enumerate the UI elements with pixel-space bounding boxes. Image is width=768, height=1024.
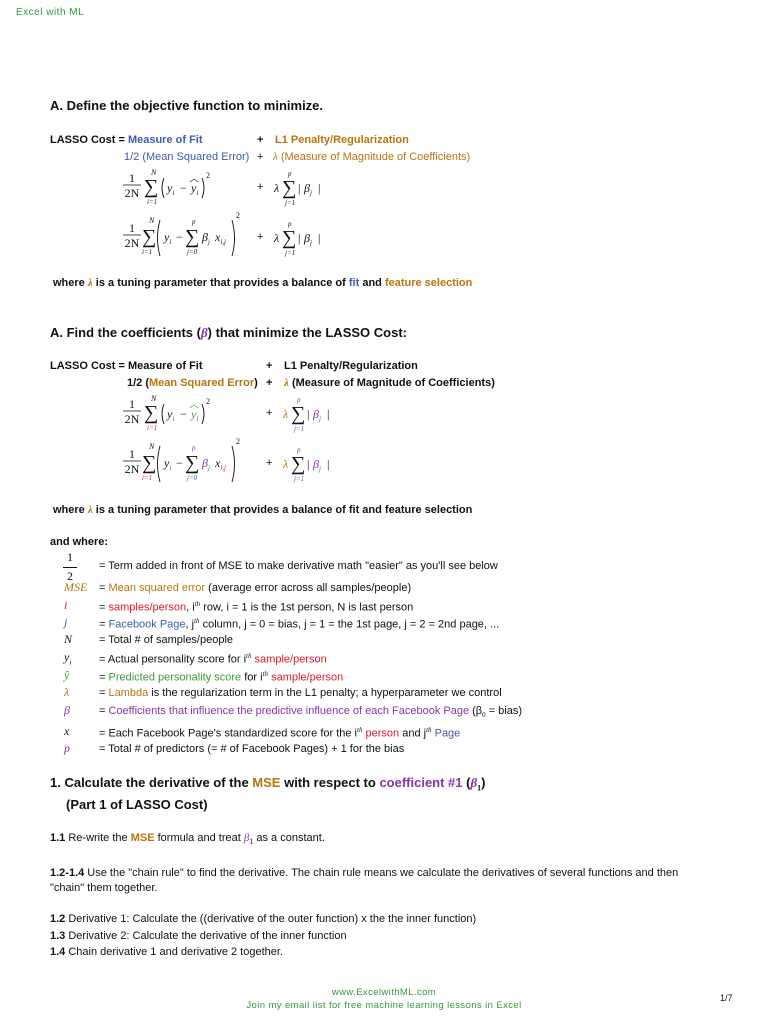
glossary-symbol: λ: [64, 685, 70, 699]
square: 2: [236, 437, 240, 446]
a2-plus: +: [266, 360, 273, 372]
section-a1-heading: A. Define the objective function to minimize.: [50, 98, 324, 113]
glossary-text-part: th: [357, 726, 363, 734]
sum-upper: N: [151, 394, 157, 403]
glossary-symbol: x: [64, 724, 70, 738]
inner-sum-lower: j=0: [187, 248, 198, 256]
a1-f2-plus: +: [257, 231, 264, 243]
glossary-text-part: = Total # of predictors (= # of Facebook Pages) + 1 for the bias: [99, 743, 405, 755]
a2-row2: [127, 377, 258, 389]
sum-sign: ∑: [142, 226, 157, 248]
l1-penalty-label: L1 Penalty/Regularization: [275, 134, 409, 146]
heading-pre: A. Find the coefficients (: [50, 325, 201, 340]
step1-coef: coefficient #1: [379, 775, 463, 790]
where-fit: fit: [348, 277, 360, 289]
brand-header: Excel with ML: [16, 7, 85, 18]
s11-sub: 1: [249, 837, 254, 847]
where-rest-2: is a tuning parameter that provides a balance of fit and feature selection: [92, 504, 473, 516]
inner-sum: ∑: [185, 226, 200, 248]
step1-mid: with respect to: [280, 775, 380, 790]
glossary-text-part: Lambda: [108, 687, 149, 699]
a2-f1-plus: +: [266, 407, 273, 419]
half-den: 2: [63, 567, 77, 584]
d1-num: 1.2: [50, 913, 66, 925]
mse-simple-svg: [120, 166, 250, 210]
glossary-text-part: , j: [185, 618, 195, 631]
y-i: $y_i$: [167, 181, 175, 197]
glossary-text-part: =: [99, 601, 109, 614]
abs-bar: |: [298, 181, 301, 195]
a2-row2-plus: +: [266, 377, 273, 389]
minus: −: [180, 407, 187, 421]
d2-num: 1.3: [50, 930, 66, 942]
frac-den: 2N: [124, 412, 140, 426]
footer-cta[interactable]: Join my email list for free machine learning lessons in Excel: [246, 1000, 522, 1011]
half-description: = Term added in front of MSE to make derivative math "easier" as you'll see below: [99, 560, 498, 572]
sum-sign: ∑: [144, 176, 159, 198]
glossary-definition: [99, 705, 522, 719]
where-prefix: where: [53, 277, 88, 289]
glossary-text-part: for i: [241, 671, 263, 684]
glossary-text-part: th: [246, 652, 252, 660]
d3-text: Chain derivative 1 and derivative 2 together.: [65, 946, 283, 958]
lambda-symbol: λ: [273, 151, 278, 163]
glossary-text-part: (β: [469, 705, 483, 717]
where-lambda-2: λ: [87, 504, 93, 516]
measure-of-fit-2: Measure of Fit: [127, 360, 203, 372]
step1-sub: 1: [477, 783, 482, 793]
s11-b: formula and treat: [154, 832, 244, 844]
glossary-text-part: =: [99, 582, 109, 594]
glossary-symbol: MSE: [64, 580, 88, 594]
sum-lower-j: j=1: [294, 475, 305, 483]
x-ij: $x_{i,j}$: [215, 230, 226, 246]
half-num: 1: [67, 550, 73, 564]
glossary-text-part: sample/person: [251, 653, 327, 666]
frac-num: 1: [129, 397, 135, 411]
mse-simple-svg-2: [120, 392, 250, 436]
sum-upper: N: [149, 442, 155, 451]
step-1-2-4: [50, 867, 678, 879]
beta-j: $\beta_j$: [202, 230, 210, 246]
glossary-symbol: i: [64, 598, 68, 612]
formula-a1-mse-full: [120, 210, 260, 263]
s11-beta: β: [243, 832, 250, 844]
glossary-text-part: =: [99, 618, 109, 631]
glossary-text-part: Coefficients that influence the predictive influence of each Facebook Page: [108, 705, 470, 717]
half-open: 1/2 (: [127, 377, 150, 389]
abs-bar: |: [327, 457, 330, 471]
sum-upper-p: p: [288, 170, 292, 178]
half-mse-label: 1/2 (Mean Squared Error): [124, 151, 250, 163]
lasso-cost-label: LASSO Cost =: [50, 134, 128, 146]
a2-row2-magnitude: [284, 377, 495, 389]
glossary-text-part: =: [99, 671, 109, 684]
formula-a1-mse-simple: [120, 166, 250, 213]
s12-num: 1.2-1.4: [50, 867, 85, 879]
square: 2: [236, 211, 240, 220]
glossary-definition: [99, 600, 413, 614]
sum-upper-p: p: [288, 220, 292, 228]
lambda: λ: [274, 181, 280, 195]
glossary-definition: [99, 582, 411, 594]
glossary-definition: [99, 726, 460, 740]
glossary-symbol: N: [64, 632, 73, 646]
glossary-text-part: = Total # of samples/people: [99, 634, 234, 646]
sum-upper: N: [151, 168, 157, 177]
footer-url[interactable]: www.ExcelwithML.com: [331, 987, 437, 998]
glossary-definition: [99, 687, 502, 699]
beta-j: $\beta_j$: [313, 407, 321, 423]
glossary-text-part: column, j = 0 = bias, j = 1 = the 1st page, j = 2 = 2nd page, ...: [199, 618, 500, 631]
glossary-text-part: =: [99, 705, 109, 717]
glossary-text-part: is the regularization term in the L1 penalty; a hyperparameter we control: [148, 687, 502, 699]
abs-bar: |: [318, 181, 321, 195]
glossary-text-part: =: [99, 687, 109, 699]
d1-text: Derivative 1: Calculate the ((derivative of the outer function) x the the inner function): [65, 913, 477, 925]
step-1-1: [50, 832, 325, 846]
heading-post: ) that minimize the LASSO Cost:: [207, 325, 407, 340]
inner-sum-lower: j=0: [187, 474, 198, 482]
where-prefix-2: where: [53, 504, 88, 516]
inner-sum-upper: p: [192, 444, 196, 452]
glossary-definition: [99, 670, 343, 684]
minus: −: [176, 230, 183, 244]
a2-where-line: [53, 504, 472, 516]
glossary-symbol: ŷ: [64, 668, 70, 682]
a1-row1-prefix: [50, 134, 203, 146]
sum-lower-j: j=1: [285, 199, 296, 207]
formula-a2-mse-full: [120, 436, 260, 489]
derivative-1: [50, 913, 476, 925]
lasso-cost-label-2: LASSO Cost =: [50, 360, 128, 372]
step1-mse: MSE: [252, 775, 281, 790]
y-hat-i: $y_i$: [191, 407, 199, 423]
where-lambda: λ: [87, 277, 93, 289]
half-close: ): [254, 377, 258, 389]
minus: −: [180, 181, 187, 195]
frac-den: 2N: [124, 236, 140, 250]
sum-sign: ∑: [282, 227, 297, 249]
beta-j: $\beta_j$: [304, 231, 312, 247]
page-number: 1/7: [720, 993, 733, 1003]
mse-full-svg-2: [120, 436, 260, 486]
magnitude-label-2: (Measure of Magnitude of Coefficients): [291, 377, 495, 389]
abs-bar: |: [307, 407, 310, 421]
glossary-symbol: j: [64, 615, 68, 629]
glossary-definition: [99, 652, 327, 666]
where-mid: is a tuning parameter that provides a balance of: [92, 277, 349, 289]
formula-a2-mse-simple: [120, 392, 250, 439]
glossary-text-part: th: [194, 617, 200, 625]
glossary-text-part: Page: [431, 727, 461, 740]
step1-close: ): [481, 775, 486, 790]
sum-sign: ∑: [291, 453, 306, 475]
inner-sum: ∑: [185, 452, 200, 474]
beta-j: $\beta_j$: [313, 457, 321, 473]
half-fraction: [63, 550, 77, 584]
square: 2: [206, 397, 210, 406]
sum-upper: N: [149, 216, 155, 225]
sum-lower: i=1: [142, 248, 153, 256]
formula-a2-penalty-2: [281, 444, 351, 487]
step1-part: (Part 1 of LASSO Cost): [66, 797, 208, 812]
a1-row2-plus: +: [257, 151, 264, 163]
frac-num: 1: [129, 447, 135, 461]
sum-sign: ∑: [142, 452, 157, 474]
y-i: $y_i$: [164, 230, 172, 246]
beta-j: $\beta_j$: [304, 181, 312, 197]
sum-upper-p: p: [297, 446, 301, 454]
frac-den: 2N: [124, 462, 140, 476]
glossary-text-part: th: [262, 670, 269, 678]
glossary-text-part: = bias): [485, 705, 523, 717]
frac-num: 1: [129, 171, 135, 185]
lambda: λ: [283, 407, 289, 421]
derivative-3: [50, 946, 283, 958]
glossary-text-part: Predicted personality score: [108, 671, 242, 684]
glossary-symbol: $y_i$: [64, 650, 72, 667]
glossary-symbol: β: [64, 703, 70, 717]
step1-pre: 1. Calculate the derivative of the: [50, 775, 253, 790]
a1-row2: [124, 151, 249, 163]
lambda-symbol-2: λ: [284, 377, 289, 389]
square: 2: [206, 171, 210, 180]
a1-row2-magnitude: [273, 151, 470, 163]
a2-row1-prefix: [50, 360, 203, 372]
glossary-heading: and where:: [50, 536, 109, 548]
derivative-2: [50, 930, 347, 942]
a2-f2-plus: +: [266, 457, 273, 469]
minus: −: [176, 456, 183, 470]
glossary-symbol: p: [64, 741, 70, 755]
glossary-definition: [99, 617, 499, 631]
l1-penalty-label-2: L1 Penalty/Regularization: [284, 360, 418, 372]
glossary-text-part: th: [426, 726, 432, 734]
d2-text: Derivative 2: Calculate the derivative of the inner function: [65, 930, 347, 942]
x-ij: $x_{i,j}$: [215, 456, 226, 472]
glossary-text-part: samples/person: [108, 601, 187, 614]
glossary-text-part: = Each Facebook Page's standardized score for the i: [99, 727, 358, 740]
formula-a1-penalty-1: [272, 168, 342, 211]
y-hat-i: $y_i$: [191, 181, 199, 197]
sum-sign: ∑: [291, 403, 306, 425]
sum-sign: ∑: [282, 177, 297, 199]
formula-a2-penalty-1: [281, 394, 351, 437]
penalty-svg: [272, 168, 342, 208]
abs-bar: |: [327, 407, 330, 421]
s11-a: Re-write the: [65, 832, 131, 844]
step-1-2-4-line2: "chain" them together.: [50, 882, 158, 894]
glossary-text-part: row, i = 1 is the 1st person, N is last person: [200, 601, 414, 614]
frac-num: 1: [129, 221, 135, 235]
s11-c: as a constant.: [253, 832, 325, 844]
glossary-text-part: = Actual personality score for i: [99, 653, 247, 666]
glossary-text-part: Facebook Page: [108, 618, 186, 631]
lambda: λ: [274, 231, 280, 245]
sum-sign: ∑: [144, 402, 159, 424]
magnitude-label: (Measure of Magnitude of Coefficients): [280, 151, 471, 163]
section-a2-heading: [50, 325, 407, 341]
formula-a1-penalty-2: [272, 218, 342, 261]
measure-of-fit: Measure of Fit: [127, 134, 203, 146]
a1-f1-plus: +: [257, 181, 264, 193]
y-i: $y_i$: [167, 407, 175, 423]
d3-num: 1.4: [50, 946, 66, 958]
where-feature: feature selection: [384, 277, 473, 289]
penalty-svg-2: [272, 218, 342, 258]
glossary-text-part: and j: [399, 727, 427, 740]
frac-den: 2N: [124, 186, 140, 200]
y-i: $y_i$: [164, 456, 172, 472]
glossary-text-part: th: [194, 600, 201, 608]
inner-sum-upper: p: [192, 218, 196, 226]
glossary-definition: [99, 634, 233, 646]
lambda: λ: [283, 457, 289, 471]
penalty-svg-3: [281, 394, 351, 434]
abs-bar: |: [307, 457, 310, 471]
step1-open: (: [462, 775, 471, 790]
glossary-text-part: (average error across all samples/people): [205, 582, 412, 594]
sum-lower-j: j=1: [294, 425, 305, 433]
s12-text: Use the "chain rule" to find the derivative. The chain rule means we calculate the derivatives of several functions and then: [84, 867, 679, 879]
abs-bar: |: [318, 231, 321, 245]
glossary-text-part: Mean squared error: [108, 582, 206, 594]
glossary-text-part: 0: [482, 711, 486, 720]
sum-lower: i=1: [147, 424, 158, 432]
s11-num: 1.1: [50, 832, 66, 844]
heading-beta: β: [200, 325, 208, 340]
a1-plus: +: [257, 134, 264, 146]
glossary-text-part: sample/person: [268, 671, 344, 684]
step1-heading: [50, 775, 486, 793]
s11-mse: MSE: [130, 832, 155, 844]
beta-j: $\beta_j$: [202, 456, 210, 472]
sum-lower-j: j=1: [285, 249, 296, 257]
step1-beta: β: [470, 775, 478, 790]
mse-full-svg: [120, 210, 260, 260]
glossary-definition: [99, 743, 404, 755]
abs-bar: |: [298, 231, 301, 245]
sum-lower: i=1: [142, 474, 153, 482]
penalty-svg-4: [281, 444, 351, 484]
where-and: and: [359, 277, 385, 289]
sum-upper-p: p: [297, 396, 301, 404]
a1-where-line: [53, 277, 472, 289]
sum-lower: i=1: [147, 198, 158, 206]
glossary-text-part: , i: [186, 601, 195, 614]
glossary-text-part: person: [362, 727, 400, 740]
mse-label-2: Mean Squared Error: [149, 377, 255, 389]
